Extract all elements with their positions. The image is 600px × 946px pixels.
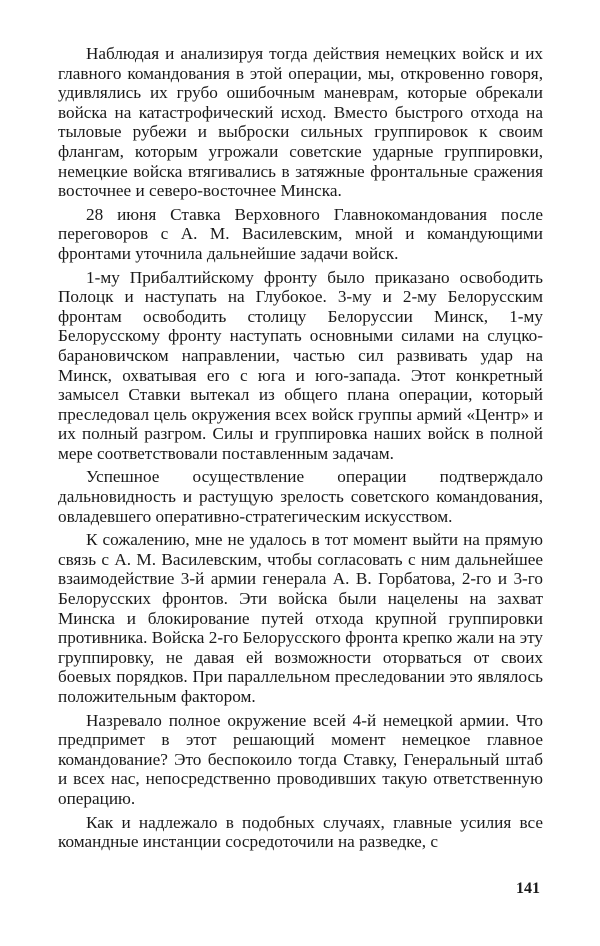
- paragraph-5: К сожалению, мне не удалось в тот момент выйти на прямую связь с А. М. Василевским, чтобы согласовать с ним дальнейшее взаимодействие 3-й армии генерала А. В. Горбатова, 2-го и 3-го Белорусских фронтов. Эти войска были нацелены на захват Минска и блокирование путей отхода крупной группировки противника. Войска 2-го Белорусского фронта крепко жали на эту группировку, не давая ей возможности оторваться от своих боевых порядков. При параллельном преследовании это являлось положительным фактором.: [58, 530, 543, 706]
- paragraph-4: Успешное осуществление операции подтверждало дальновидность и растущую зрелость советского командования, овладевшего оперативно-стратегическим искусством.: [58, 467, 543, 526]
- paragraph-1: Наблюдая и анализируя тогда действия немецких войск и их главного командования в этой операции, мы, откровенно говоря, удивлялись их грубо ошибочным маневрам, которые обрекали войска на катастрофический исход. Вместо быстрого отхода на тыловые рубежи и выброски сильных группировок к своим флангам, которым угрожали советские ударные группировки, немецкие войска втягивались в затяжные фронтальные сражения восточнее и северо-восточнее Минска.: [58, 44, 543, 201]
- paragraph-3: 1-му Прибалтийскому фронту было приказано освободить Полоцк и наступать на Глубокое. 3-му и 2-му Белорусским фронтам освободить столицу Белоруссии Минск, 1-му Белорусскому фронту наступать основными силами на слуцко-барановичском направлении, частью сил развивать удар на Минск, охватывая его с юга и юго-запада. Этот конкретный замысел Ставки вытекал из общего плана операции, который преследовал цель окружения всех войск группы армий «Центр» и их полный разгром. Силы и группировка наших войск в полной мере соответствовали поставленным задачам.: [58, 267, 543, 463]
- paragraph-7: Как и надлежало в подобных случаях, главные усилия все командные инстанции сосредоточили на разведке, с: [58, 812, 543, 852]
- page-number: 141: [516, 880, 540, 897]
- paragraph-2: 28 июня Ставка Верховного Главнокомандования после переговоров с А. М. Василевским, мной и командующими фронтами уточнила дальнейшие задачи войск.: [58, 204, 543, 263]
- page-body: [58, 44, 543, 856]
- paragraph-6: Назревало полное окружение всей 4-й немецкой армии. Что предпримет в этот решающий момент немецкое главное командование? Это беспокоило тогда Ставку, Генеральный штаб и всех нас, непосредственно проводивших такую ответственную операцию.: [58, 710, 543, 808]
